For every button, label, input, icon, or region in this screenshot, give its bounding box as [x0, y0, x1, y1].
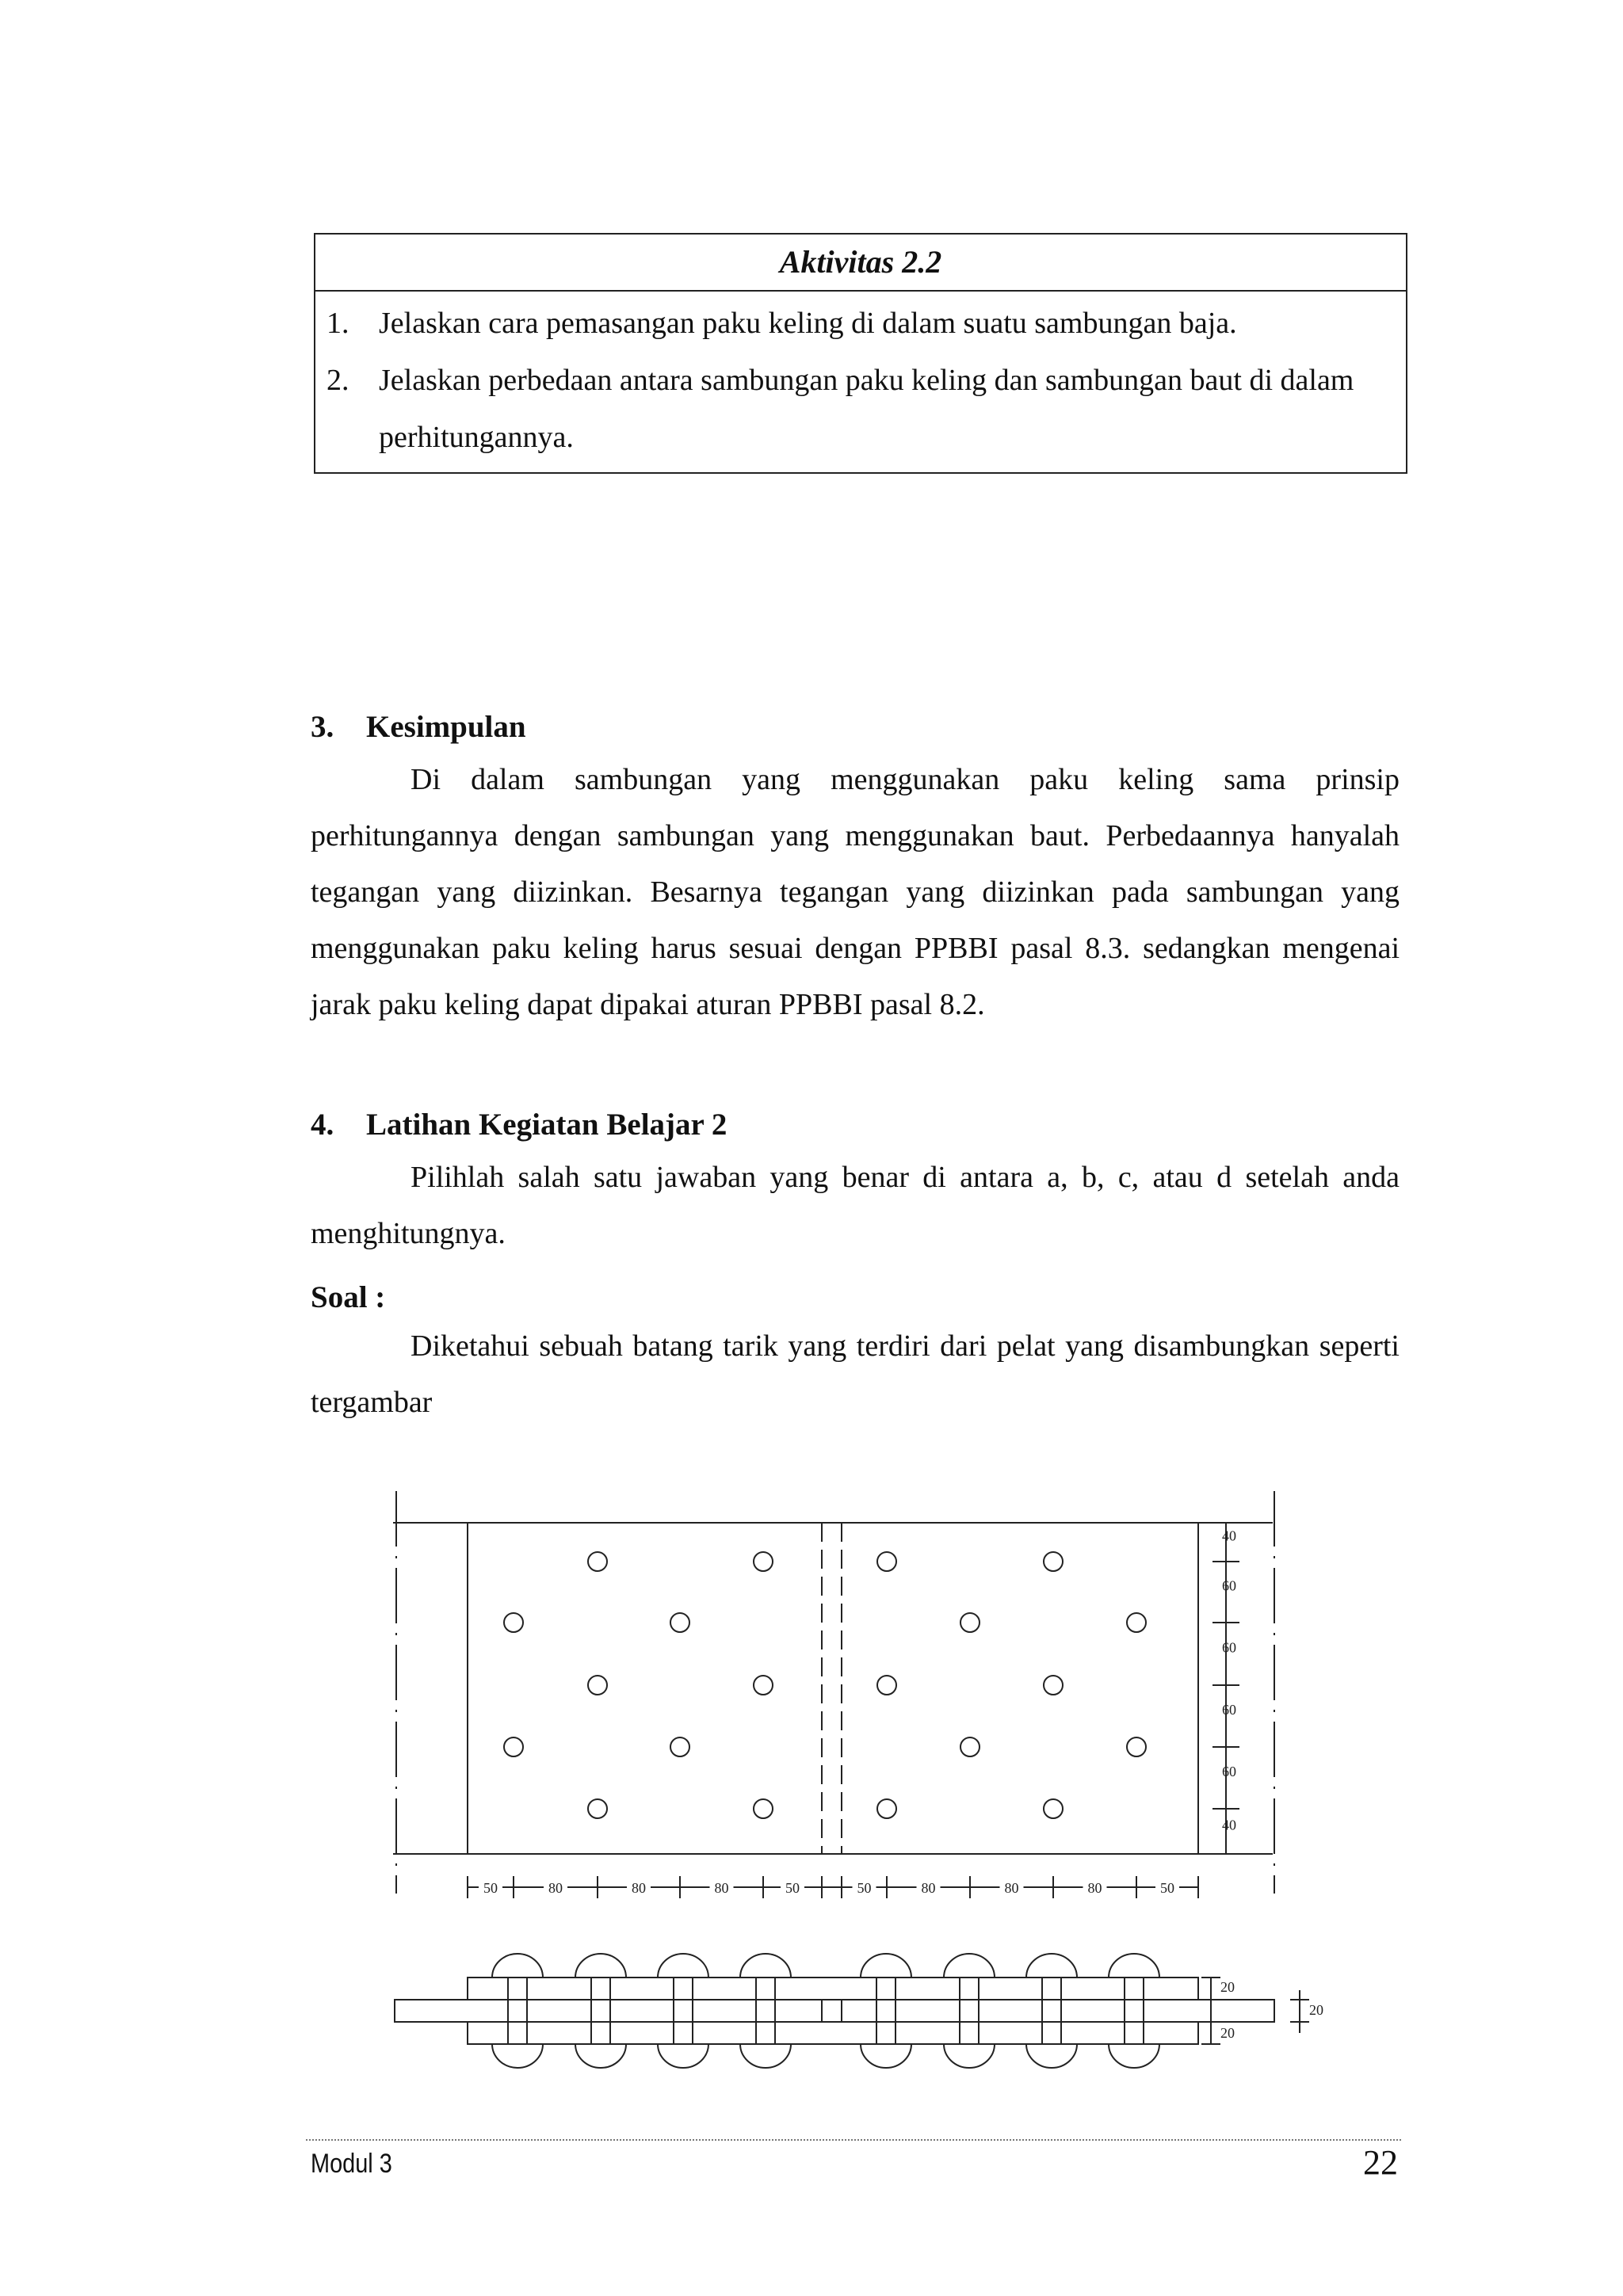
activity-item-number: 2. — [327, 364, 349, 397]
rivet-hole — [877, 1552, 896, 1571]
rivet-hole — [754, 1676, 773, 1695]
horizontal-dimension-label: 80 — [714, 1880, 729, 1896]
rivet-head-bottom — [658, 2044, 708, 2068]
latihan-paragraph: Pilihlah salah satu jawaban yang benar di antara a, b, c, atau d setelah anda menghitungnya. — [311, 1161, 1400, 1250]
rivet-head-top — [1026, 1954, 1077, 1978]
horizontal-dimension-label: 50 — [483, 1880, 498, 1896]
horizontal-dimension-label: 80 — [632, 1880, 646, 1896]
thickness-dimension-label: 20 — [1220, 2025, 1235, 2041]
rivet-hole — [877, 1799, 896, 1818]
activity-item-text: Jelaskan cara pemasangan paku keling di dalam suatu sambungan baja. — [379, 307, 1237, 340]
footer-rule — [306, 2139, 1401, 2141]
rivet-hole — [1127, 1737, 1146, 1756]
rivet-hole — [588, 1676, 607, 1695]
vertical-dimension-label: 40 — [1222, 1817, 1236, 1833]
vertical-dimension-label: 60 — [1222, 1577, 1236, 1594]
rivet-head-top — [658, 1954, 708, 1978]
kesimpulan-paragraph: Di dalam sambungan yang menggunakan paku keling sama prinsip perhitungannya dengan sambungan yang menggunakan baut. Perbedaannya hanyalah tegangan yang diizinkan. Besarnya tegangan yang diizinkan pada sambungan yang menggunakan paku keling harus sesuai dengan PPBBI pasal 8.3. sedangkan mengenai jarak paku keling dapat dipakai aturan PPBBI pasal 8.2. — [311, 763, 1400, 1021]
vertical-dimension-label: 60 — [1222, 1764, 1236, 1779]
rivet-hole — [504, 1737, 523, 1756]
splice-plate-outline — [468, 1523, 1198, 1854]
rivet-head-top — [861, 1954, 911, 1978]
horizontal-dimension-label: 80 — [1004, 1880, 1019, 1896]
activity-item-text: Jelaskan perbedaan antara sambungan paku keling dan sambungan baut di dalam perhitungannya. — [379, 364, 1354, 454]
rivet-head-bottom — [575, 2044, 626, 2068]
thickness-dimension-label: 20 — [1309, 2002, 1323, 2018]
rivet-hole — [588, 1552, 607, 1571]
horizontal-dimension-label: 80 — [548, 1880, 563, 1896]
rivet-head-top — [1109, 1954, 1159, 1978]
footer-module-label: Modul 3 — [311, 2149, 392, 2179]
section-number: 3. — [311, 710, 334, 744]
horizontal-dimension-label: 50 — [1160, 1880, 1174, 1896]
rivet-hole — [670, 1737, 689, 1756]
rivet-holes-plan — [504, 1552, 1146, 1818]
rivet-hole — [1127, 1613, 1146, 1632]
rivet-hole — [588, 1799, 607, 1818]
rivet-hole — [670, 1613, 689, 1632]
rivet-hole — [960, 1737, 980, 1756]
rivet-hole — [754, 1552, 773, 1571]
rivet-head-bottom — [1109, 2044, 1159, 2068]
rivet-hole — [754, 1799, 773, 1818]
rivets-section-view — [492, 1954, 1159, 2068]
soal-label: Soal : — [311, 1280, 386, 1314]
horizontal-dimension-label: 80 — [1087, 1880, 1102, 1896]
rivet-hole — [504, 1613, 523, 1632]
rivet-head-top — [740, 1954, 791, 1978]
rivet-hole — [1044, 1799, 1063, 1818]
section-title: Latihan Kegiatan Belajar 2 — [366, 1108, 727, 1142]
rivet-head-top — [492, 1954, 543, 1978]
rivet-hole — [960, 1613, 980, 1632]
activity-title: Aktivitas 2.2 — [315, 235, 1406, 292]
rivet-head-top — [944, 1954, 995, 1978]
rivet-hole — [1044, 1552, 1063, 1571]
section-number: 4. — [311, 1108, 334, 1142]
bottom-cover-plate-section — [468, 2022, 1198, 2044]
rivet-head-bottom — [1026, 2044, 1077, 2068]
rivet-hole — [877, 1676, 896, 1695]
section-title: Kesimpulan — [366, 710, 526, 744]
thickness-dimension-label: 20 — [1220, 1979, 1235, 1995]
footer-page-number: 22 — [1363, 2143, 1398, 2182]
vertical-dimension-label: 60 — [1222, 1639, 1236, 1656]
vertical-dimension-label: 60 — [1222, 1702, 1236, 1718]
soal-paragraph: Diketahui sebuah batang tarik yang terdiri dari pelat yang disambungkan seperti tergambar — [311, 1329, 1400, 1419]
rivet-head-bottom — [861, 2044, 911, 2068]
rivet-head-bottom — [944, 2044, 995, 2068]
vertical-dimension-label: 40 — [1222, 1527, 1236, 1544]
rivet-hole — [1044, 1676, 1063, 1695]
thickness-dimensions — [1201, 1978, 1323, 2044]
activity-item-number: 1. — [327, 307, 349, 340]
rivet-head-bottom — [492, 2044, 543, 2068]
horizontal-dimension-label: 50 — [785, 1880, 800, 1896]
rivet-head-bottom — [740, 2044, 791, 2068]
top-cover-plate-section — [468, 1978, 1198, 2000]
horizontal-dimension-label: 50 — [857, 1880, 872, 1896]
rivet-head-top — [575, 1954, 626, 1978]
horizontal-dimension-label: 80 — [921, 1880, 936, 1896]
